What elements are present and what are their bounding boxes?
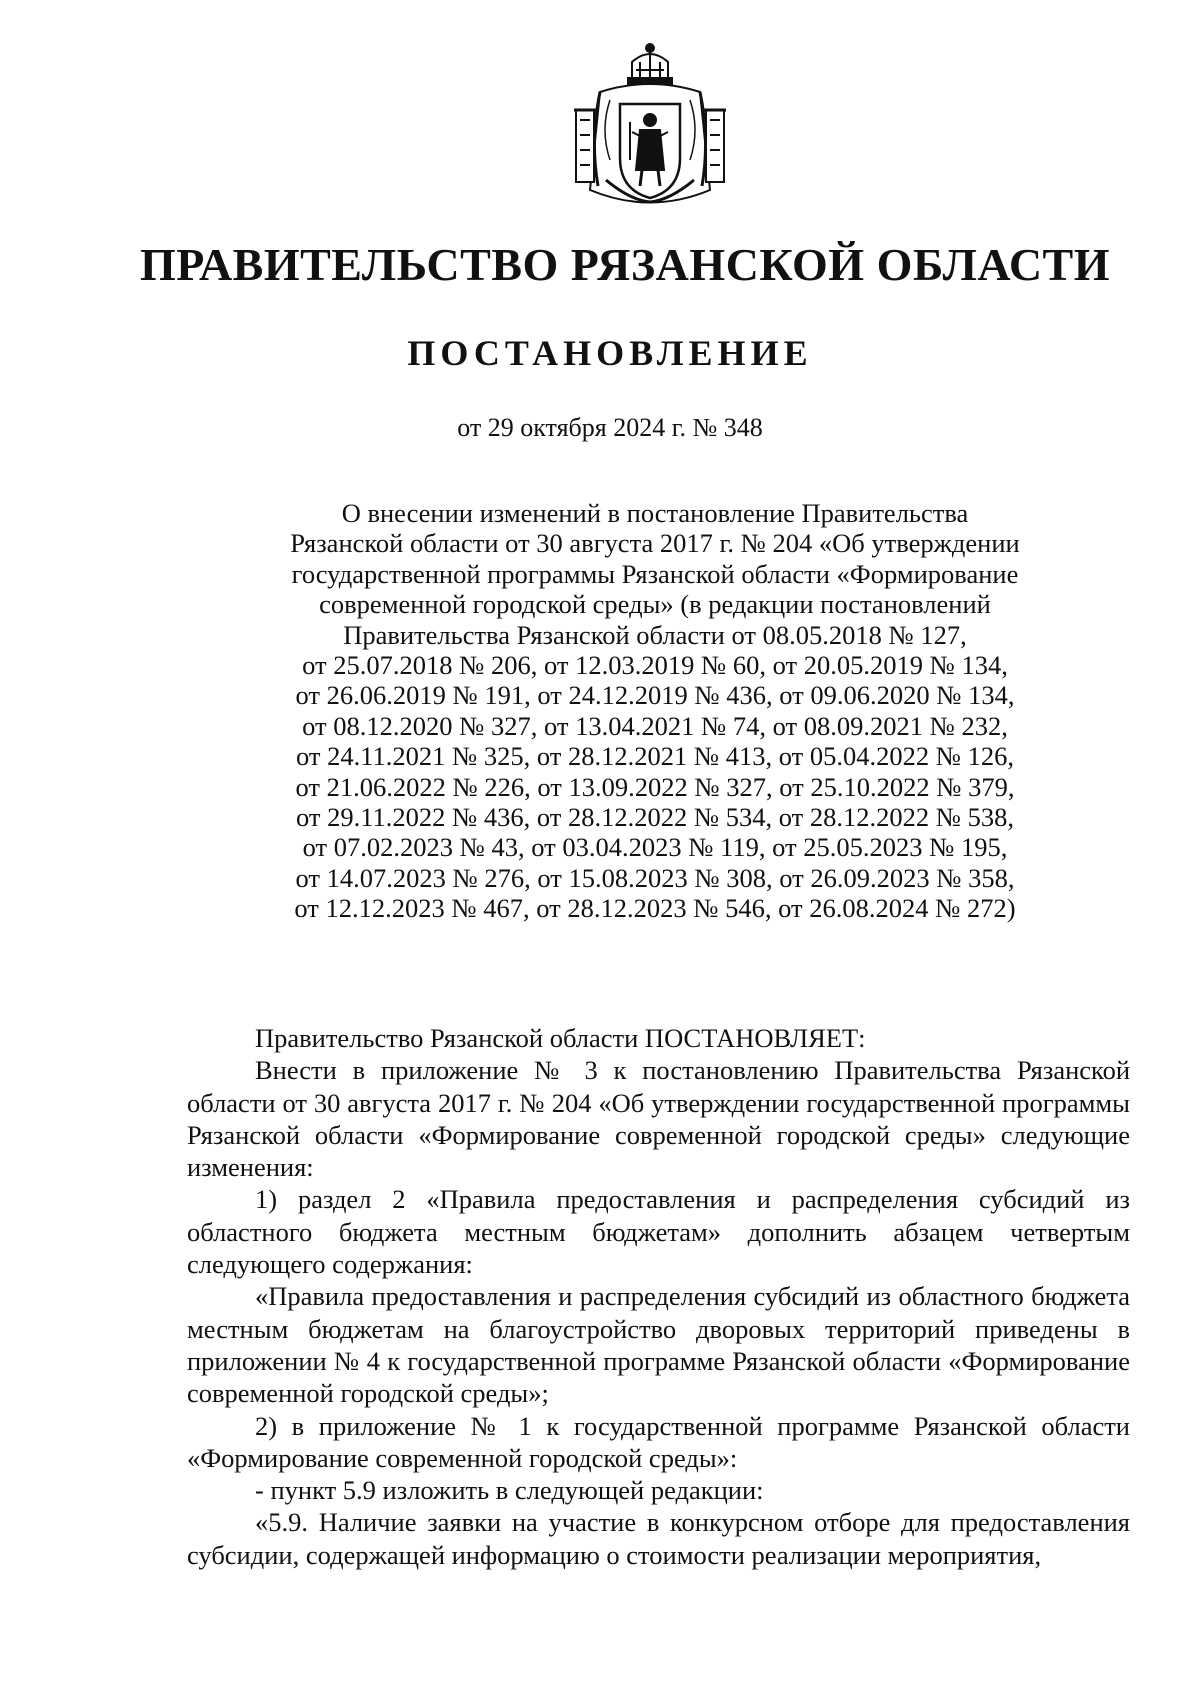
- document-subject: [230, 498, 1080, 924]
- body-paragraph: Правительство Рязанской области ПОСТАНОВЛЯЕТ:: [255, 1023, 866, 1053]
- subject-line: от 14.07.2023 № 276, от 15.08.2023 № 308, от 26.09.2023 № 358,: [295, 862, 1015, 893]
- subject-line: от 26.06.2019 № 191, от 24.12.2019 № 436, от 09.06.2020 № 134,: [295, 680, 1015, 711]
- subject-line: от 24.11.2021 № 325, от 28.12.2021 № 413, от 05.04.2022 № 126,: [295, 741, 1015, 772]
- body-paragraph: 1) раздел 2 «Правила предоставления и распределения субсидий из областного бюджета местным бюджетам» дополнить абзацем четвертым следующего содержания:: [187, 1184, 1130, 1280]
- subject-line: современной городской среды» (в редакции постановлений: [319, 589, 991, 620]
- subject-line: от 21.06.2022 № 226, от 13.09.2022 № 327, от 25.10.2022 № 379,: [295, 771, 1015, 802]
- subject-line: от 12.12.2023 № 467, от 28.12.2023 № 546, от 26.08.2024 № 272): [294, 893, 1016, 924]
- subject-line: от 08.12.2020 № 327, от 13.04.2021 № 74, от 08.09.2021 № 232,: [302, 710, 1008, 741]
- document-type: ПОСТАНОВЛЕНИЕ: [407, 333, 813, 373]
- government-title: ПРАВИТЕЛЬСТВО РЯЗАНСКОЙ ОБЛАСТИ: [139, 239, 1111, 290]
- body-paragraph: «Правила предоставления и распределения субсидий из областного бюджета местным бюджетам на благоустройство дворовых территорий приведены в приложении № 4 к государственной программе Рязанской области «Формирование современной городской среды»;: [187, 1281, 1130, 1409]
- subject-line: Правительства Рязанской области от 08.05.2018 № 127,: [343, 619, 967, 650]
- document-body: [187, 1022, 1130, 1571]
- coat-of-arms-emblem: [570, 40, 730, 215]
- subject-line: от 07.02.2023 № 43, от 03.04.2023 № 119, от 25.05.2023 № 195,: [302, 832, 1008, 863]
- subject-line: Рязанской области от 30 августа 2017 г. № 204 «Об утверждении: [290, 528, 1020, 559]
- document-date-number: от 29 октября 2024 г. № 348: [457, 413, 763, 442]
- subject-line: О внесении изменений в постановление Правительства: [341, 498, 969, 528]
- body-paragraph: Внести в приложение № 3 к постановлению Правительства Рязанской области от 30 августа 2017 г. № 204 «Об утверждении государственной программы Рязанской области «Формирование современной городской среды» следующие изменения:: [187, 1055, 1130, 1183]
- body-paragraph: «5.9. Наличие заявки на участие в конкурсном отборе для предоставления субсидии, содержащей информацию о стоимости реализации мероприятия,: [187, 1507, 1130, 1570]
- body-paragraph: 2) в приложение № 1 к государственной программе Рязанской области «Формирование современной городской среды»:: [187, 1410, 1130, 1473]
- subject-line: от 25.07.2018 № 206, от 12.03.2019 № 60, от 20.05.2019 № 134,: [302, 650, 1008, 681]
- subject-line: государственной программы Рязанской области «Формирование: [291, 558, 1019, 589]
- body-paragraph: - пункт 5.9 изложить в следующей редакции:: [255, 1475, 764, 1506]
- subject-line: от 29.11.2022 № 436, от 28.12.2022 № 534, от 28.12.2022 № 538,: [295, 802, 1015, 833]
